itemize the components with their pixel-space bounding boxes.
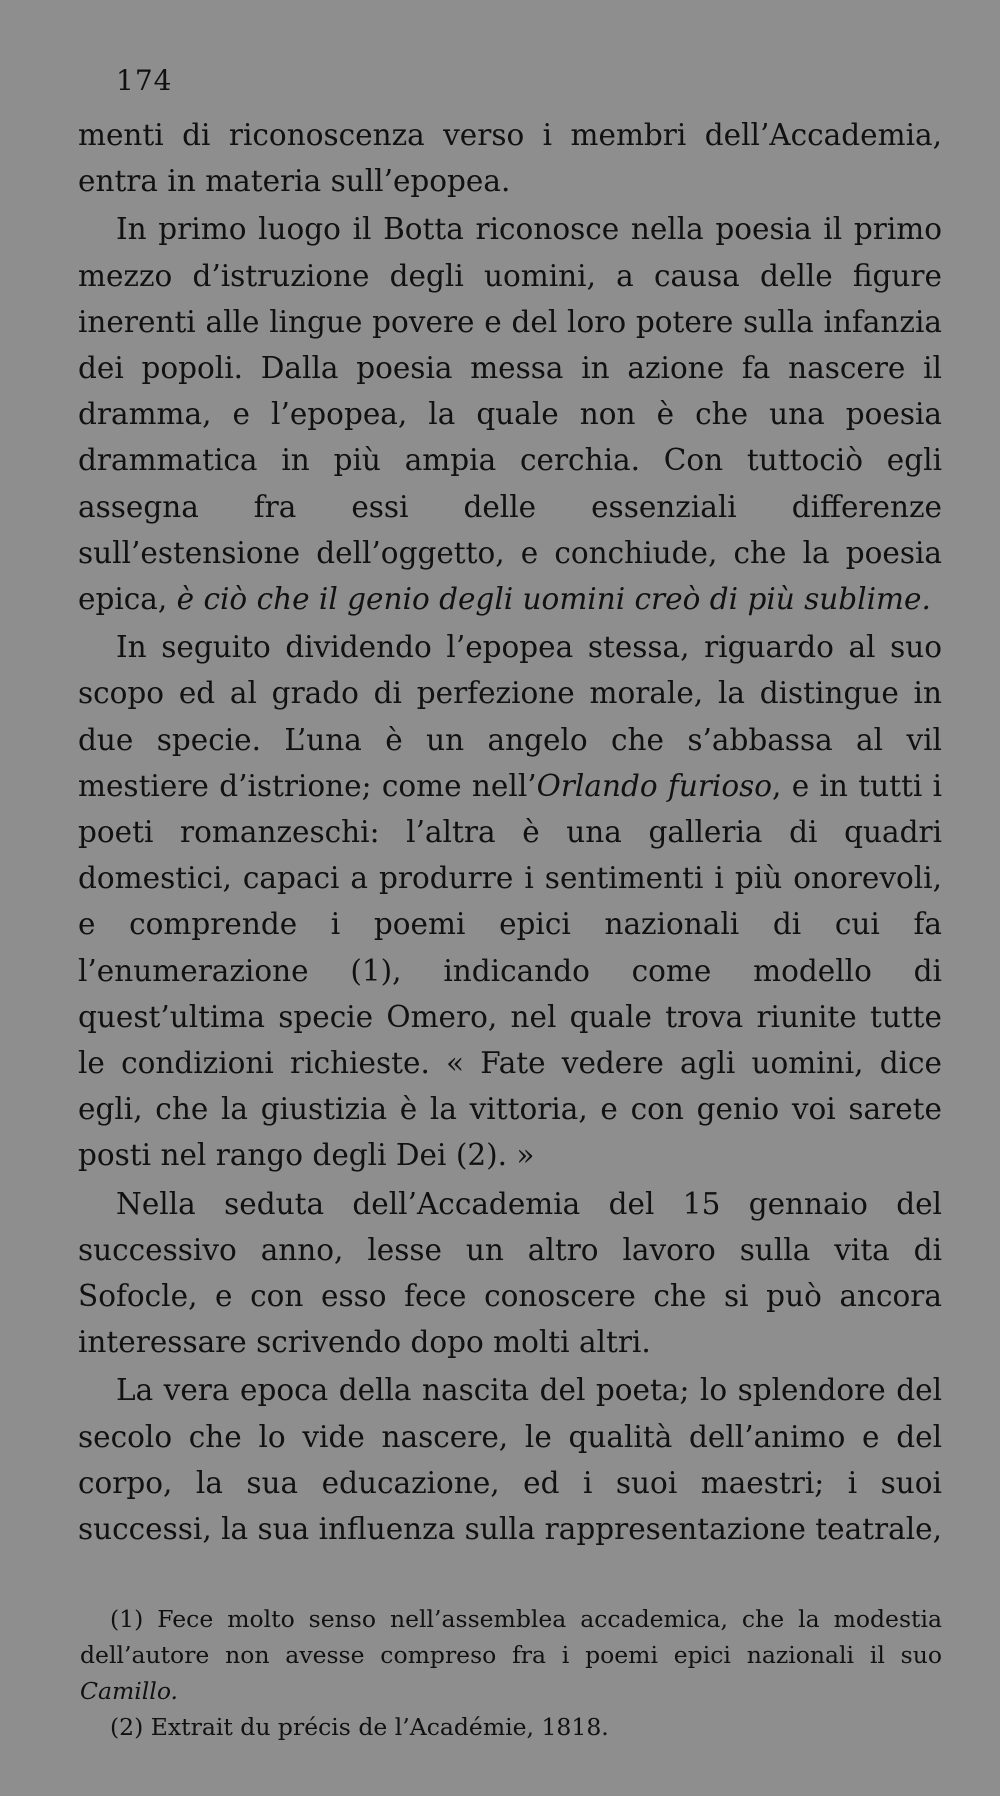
paragraph-text: La vera epoca della nascita del poeta; lo splendore del secolo che lo vide nascere, le qualità dell’animo e del corpo, la sua educazione, ed i suoi maestri; i suoi successi, la sua influenza sulla rappresentazione teatrale,: [78, 1373, 942, 1547]
paragraph: [78, 1181, 942, 1366]
paragraph-text: , e in tutti i poeti romanzeschi: l’altra è una galleria di quadri domestici, capaci a produrre i sentimenti i più onorevoli, e comprende i poemi epici nazionali di cui fa l’enumerazione (1), indicando come modello di quest’ultima specie Omero, nel quale trova riunite tutte le condizioni richieste. « Fate vedere agli uomini, dice egli, che la giustizia è la vittoria, e con genio voi sarete posti nel rango degli Dei (2). »: [78, 768, 943, 1173]
paragraph: [78, 624, 942, 1178]
page-number: 174: [116, 64, 173, 97]
paragraph-text: Nella seduta dell’Accademia del 15 gennaio del successivo anno, lesse un altro lavoro sulla vita di Sofocle, e con esso fece conoscere che si può ancora interessare scrivendo dopo molti altri.: [78, 1186, 942, 1360]
footnote: [80, 1709, 942, 1745]
footnote-text: (1) Fece molto senso nell’assemblea accademica, che la modestia dell’autore non avesse compreso fra i poemi epici nazionali il suo: [80, 1605, 942, 1669]
footnote-text: (2) Extrait du précis de l’Académie, 1818.: [110, 1713, 609, 1741]
paragraph-text: menti di riconoscenza verso i membri dell’Accademia, entra in materia sull’epopea.: [78, 118, 942, 199]
paragraph-text: In seguito dividendo l’epopea stessa, riguardo al suo scopo ed al grado di perfezione morale, la distingue in due specie. L’una è un angelo che s’abbassa al vil mestiere d’istrione; come nell’: [78, 630, 942, 803]
footnote: [80, 1601, 942, 1709]
footnotes: [80, 1601, 942, 1745]
body-text: [78, 112, 942, 1552]
italic-title: Camillo.: [80, 1677, 179, 1705]
paragraph-continuation: [78, 112, 942, 204]
italic-quote: è ciò che il genio degli uomini creò di più sublime.: [176, 582, 931, 617]
paragraph-text: In primo luogo il Botta riconosce nella poesia il primo mezzo d’istruzione degli uomini, a causa delle figure inerenti alle lingue povere e del loro potere sulla infanzia dei popoli. Dalla poesia messa in azione fa nascere il dramma, e l’epopea, la quale non è che una poesia drammatica in più ampia cerchia. Con tuttociò egli assegna fra essi delle essenziali differenze sull’estensione dell’oggetto, e conchiude, che la poesia epica,: [78, 212, 942, 617]
paragraph: [78, 206, 942, 622]
italic-title: Orlando furioso: [536, 768, 773, 803]
paragraph: [78, 1367, 942, 1552]
